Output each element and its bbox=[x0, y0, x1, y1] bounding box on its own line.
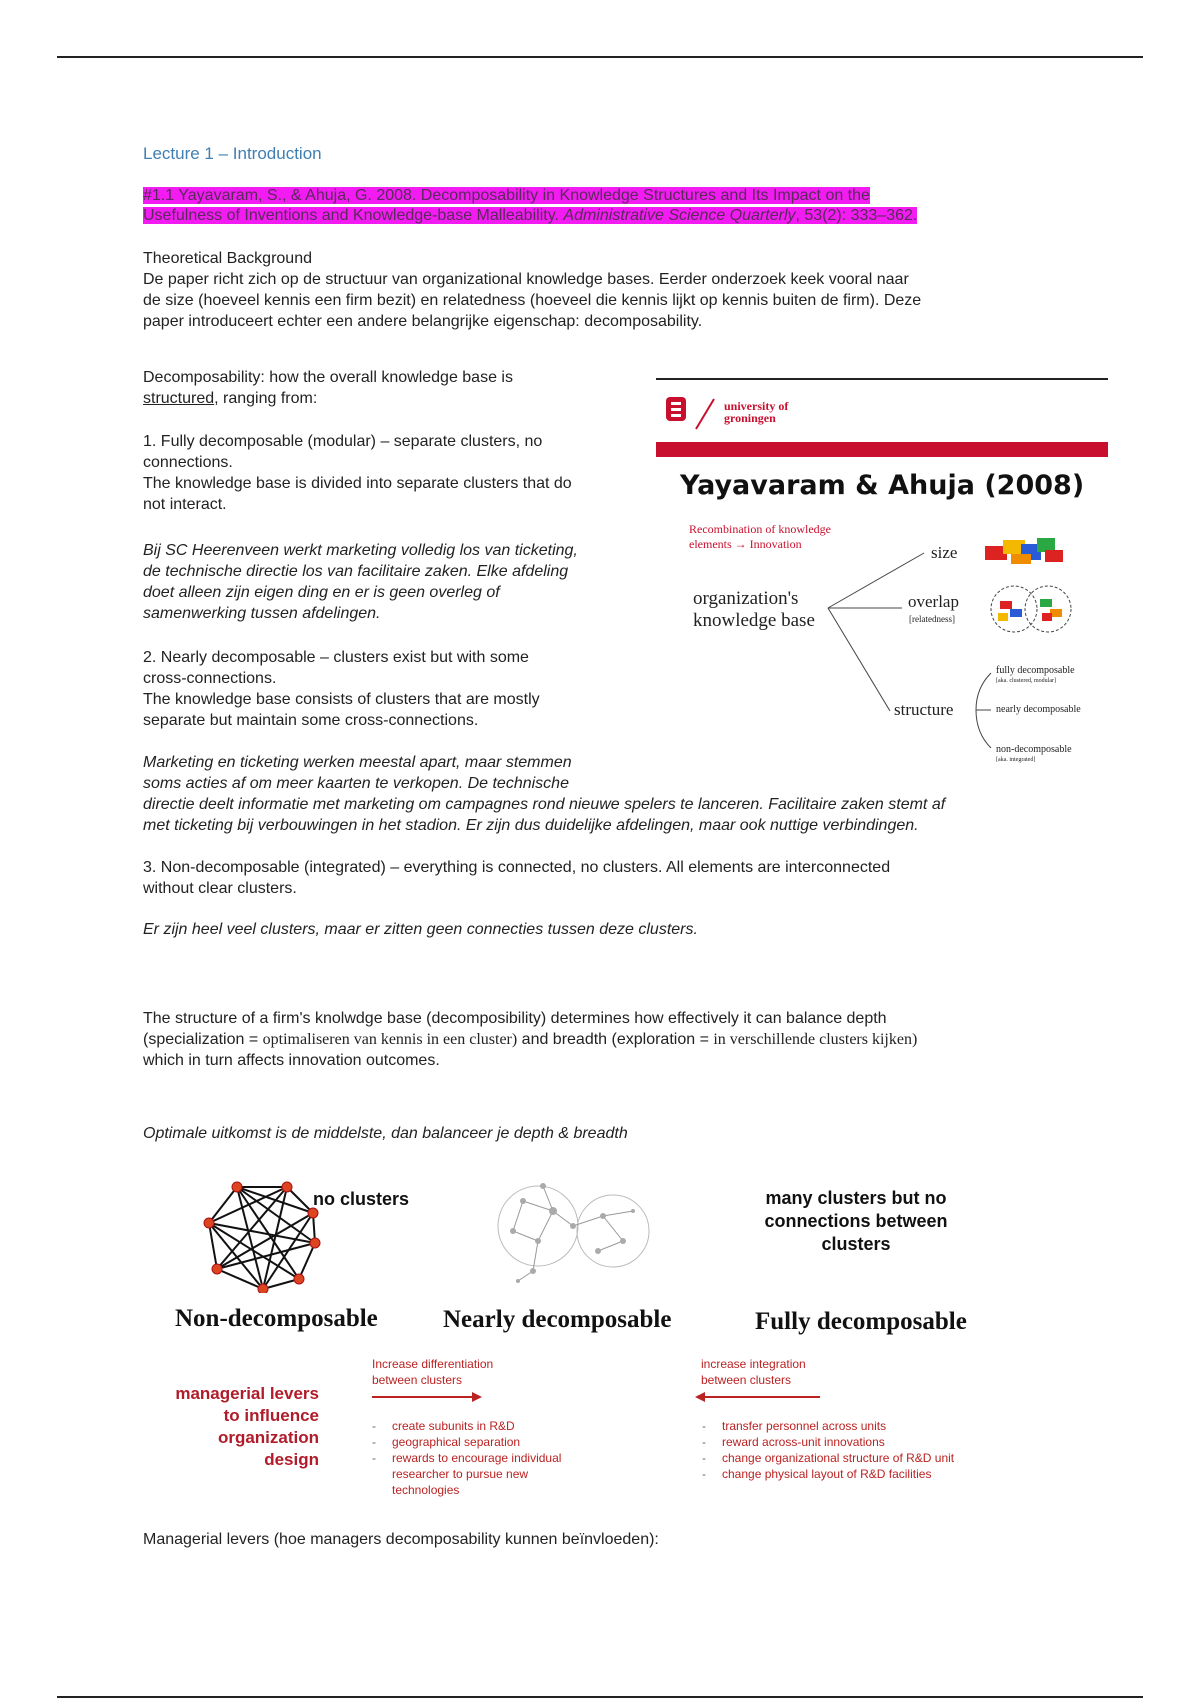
citation-journal: Administrative Science Quarterly bbox=[563, 207, 796, 224]
root-node bbox=[693, 588, 815, 632]
text-line: between clusters bbox=[701, 1373, 792, 1387]
text-line: 3. Non-decomposable (integrated) – everything is connected, no clusters. All elements are interconnected bbox=[143, 859, 891, 876]
intro-rest: , ranging from: bbox=[214, 390, 318, 407]
text-line: The knowledge base is divided into separate clusters that do bbox=[143, 475, 572, 492]
leaf-non bbox=[996, 744, 1072, 766]
text-line: samenwerking tussen afdelingen. bbox=[143, 605, 381, 622]
text-line: connections. bbox=[143, 454, 233, 471]
leaf-label: non-decomposable bbox=[996, 744, 1072, 755]
text-line bbox=[143, 1029, 1083, 1050]
structure-paragraph bbox=[143, 1008, 1083, 1071]
paragraph-line: de size (hoeveel kennis een firm bezit) en relatedness (hoeveel die kennis lijkt op kennis buiten de firm). Deze bbox=[143, 292, 922, 309]
theoretical-background bbox=[143, 248, 1083, 332]
university-line: groningen bbox=[724, 411, 776, 425]
differentiation-levers-list bbox=[372, 1418, 572, 1498]
text-line: met ticketing bij verbouwingen in het stadion. Er zijn dus duidelijke afdelingen, maar ook nuttige verbindingen. bbox=[143, 817, 919, 834]
slide-yayavaram-ahuja bbox=[656, 378, 1108, 783]
list-item: - create subunits in R&D bbox=[372, 1418, 572, 1434]
section-heading: Theoretical Background bbox=[143, 250, 312, 267]
citation-line2 bbox=[143, 207, 917, 224]
label-fully-decomposable: Fully decomposable bbox=[755, 1308, 967, 1335]
increase-differentiation bbox=[372, 1356, 493, 1388]
root-line: knowledge base bbox=[693, 610, 815, 631]
lego-bricks-icon bbox=[981, 530, 1071, 570]
decomposability-intro bbox=[143, 367, 643, 409]
text-line: without clear clusters. bbox=[143, 880, 297, 897]
list-item: - change organizational structure of R&D unit bbox=[702, 1450, 1002, 1466]
intro-line bbox=[143, 388, 643, 409]
lecture-title: Lecture 1 – Introduction bbox=[143, 144, 322, 163]
label-line: many clusters but no bbox=[765, 1188, 947, 1208]
levers-line: organization bbox=[217, 1428, 319, 1447]
arrow-left-icon bbox=[695, 1391, 820, 1403]
node-size: size bbox=[931, 543, 958, 562]
integration-levers-list bbox=[702, 1418, 1002, 1482]
intro-line: Decomposability: how the overall knowledge base is bbox=[143, 369, 513, 386]
non-decomposable-network-icon bbox=[203, 1173, 323, 1293]
many-clusters-label bbox=[741, 1187, 971, 1256]
node-overlap: overlap bbox=[908, 592, 959, 611]
root-line: organization's bbox=[693, 588, 799, 609]
university-line: university of bbox=[724, 399, 789, 413]
label-line: clusters bbox=[821, 1234, 891, 1254]
citation-pages: , 53(2): 333–362. bbox=[795, 207, 918, 224]
label-nearly-decomposable: Nearly decomposable bbox=[443, 1306, 672, 1333]
node-relatedness: [relatedness] bbox=[909, 614, 955, 624]
note-line: elements → Innovation bbox=[689, 537, 802, 551]
text-line: de technische directie los van facilitaire zaken. Elke afdeling bbox=[143, 563, 569, 580]
levers-line: design bbox=[264, 1450, 319, 1469]
overlap-circles-icon bbox=[984, 583, 1080, 635]
item-nearly bbox=[143, 647, 663, 731]
text-line: doet alleen zijn eigen ding en er is geen overleg of bbox=[143, 584, 500, 601]
text-line: The structure of a firm's knolwdge base (decomposibility) determines how effectively it can balance depth bbox=[143, 1010, 887, 1027]
citation bbox=[143, 186, 917, 226]
leaf-aka: [aka. clustered, modular] bbox=[996, 678, 1056, 684]
example-fully bbox=[143, 540, 663, 624]
text-line: Bij SC Heerenveen werkt marketing volledig los van ticketing, bbox=[143, 542, 578, 559]
citation-title: Usefulness of Inventions and Knowledge-base Malleability. bbox=[143, 207, 559, 224]
list-item: - rewards to encourage individual researcher to pursue new technologies bbox=[372, 1450, 572, 1498]
item-fully bbox=[143, 431, 663, 515]
arrow-right-icon bbox=[372, 1391, 482, 1403]
text-line: The knowledge base consists of clusters that are mostly bbox=[143, 691, 540, 708]
text-line: 2. Nearly decomposable – clusters exist but with some bbox=[143, 649, 529, 666]
levers-line: to influence bbox=[223, 1406, 319, 1425]
text-line: which in turn affects innovation outcomes. bbox=[143, 1052, 440, 1069]
decomposability-figure bbox=[143, 1165, 1057, 1505]
text-line: Increase differentiation bbox=[372, 1357, 494, 1371]
list-item: - reward across-unit innovations bbox=[702, 1434, 1002, 1450]
node-structure: structure bbox=[894, 700, 954, 719]
top-rule bbox=[57, 56, 1143, 58]
text-span: (specialization = bbox=[143, 1031, 263, 1048]
levers-line: managerial levers bbox=[175, 1384, 319, 1403]
text-line: between clusters bbox=[372, 1373, 463, 1387]
managerial-levers-line: Managerial levers (hoe managers decomposability kunnen beïnvloeden): bbox=[143, 1531, 659, 1548]
leaf-aka: [aka. integrated] bbox=[996, 757, 1036, 763]
paragraph-line: De paper richt zich op de structuur van organizational knowledge bases. Eerder onderzoek keek vooral naar bbox=[143, 271, 909, 288]
paragraph-line: paper introduceert echter een andere belangrijke eigenschap: decomposability. bbox=[143, 313, 703, 330]
note-line: Recombination of knowledge bbox=[689, 522, 831, 536]
text-line: directie deelt informatie met marketing om campagnes rond nieuwe spelers te lanceren. Facilitaire zaken stemt af bbox=[143, 796, 946, 813]
nearly-decomposable-network-icon bbox=[483, 1171, 663, 1301]
list-item: - transfer personnel across units bbox=[702, 1418, 1002, 1434]
list-item: - change physical layout of R&D facilities bbox=[702, 1466, 1002, 1482]
leaf-fully bbox=[996, 665, 1075, 687]
text-line: not interact. bbox=[143, 496, 227, 513]
citation-line1: #1.1 Yayavaram, S., & Ahuja, G. 2008. Decomposability in Knowledge Structures and Its Impact on the bbox=[143, 187, 870, 204]
example-non: Er zijn heel veel clusters, maar er zitten geen connecties tussen deze clusters. bbox=[143, 921, 698, 938]
managerial-levers-heading bbox=[143, 1383, 319, 1471]
slide-title: Yayavaram & Ahuja (2008) bbox=[680, 470, 1085, 501]
no-clusters-label: no clusters bbox=[313, 1189, 410, 1209]
leaf-label: fully decomposable bbox=[996, 665, 1075, 676]
label-line: connections between bbox=[764, 1211, 948, 1231]
optimal-note: Optimale uitkomst is de middelste, dan balanceer je depth & breadth bbox=[143, 1125, 628, 1142]
text-line: cross-connections. bbox=[143, 670, 277, 687]
leaf-nearly: nearly decomposable bbox=[996, 704, 1081, 715]
list-item: - geographical separation bbox=[372, 1434, 572, 1450]
serif-span: in verschillende clusters kijken) bbox=[713, 1031, 918, 1048]
serif-span: optimaliseren van kennis in een cluster) bbox=[262, 1031, 518, 1048]
item-non bbox=[143, 857, 1083, 899]
text-line: increase integration bbox=[701, 1357, 806, 1371]
tree-lines bbox=[656, 378, 1108, 783]
text-line: soms acties af om meer kaarten te verkopen. De technische bbox=[143, 775, 569, 792]
bottom-rule bbox=[57, 1696, 1143, 1698]
text-span: and breadth (exploration = bbox=[517, 1031, 714, 1048]
label-non-decomposable: Non-decomposable bbox=[175, 1305, 378, 1332]
text-line: 1. Fully decomposable (modular) – separate clusters, no bbox=[143, 433, 543, 450]
text-line: separate but maintain some cross-connections. bbox=[143, 712, 479, 729]
underlined-word: structured bbox=[143, 390, 215, 407]
text-line: Marketing en ticketing werken meestal apart, maar stemmen bbox=[143, 754, 572, 771]
increase-integration bbox=[701, 1356, 806, 1388]
